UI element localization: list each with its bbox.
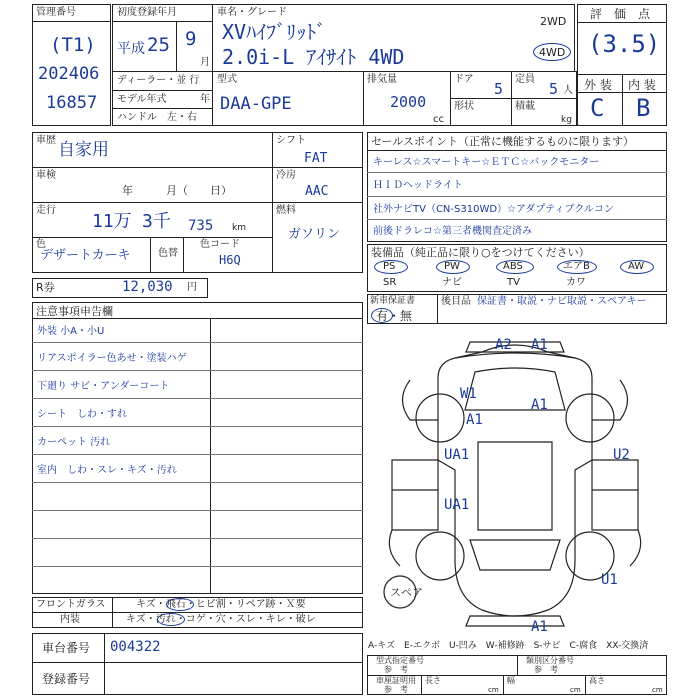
divider <box>32 454 363 455</box>
width-label: 幅 <box>507 676 515 685</box>
class-label: 類別区分番号 <box>526 656 574 665</box>
note-line-4: シート しわ・すれ <box>37 409 127 420</box>
divider <box>32 342 363 343</box>
height-unit: cm <box>652 686 663 694</box>
divider <box>437 294 438 324</box>
grade: 2.0i-L ｱｲｻｲﾄ 4WD <box>222 45 405 69</box>
mark-ua1-left: UA1 <box>444 447 470 463</box>
color-value: デザートカーキ <box>40 248 131 263</box>
note-line-6: 室内 しわ・スレ・キズ・汚れ <box>37 465 177 476</box>
mark-a1-roof: A1 <box>531 397 548 413</box>
disp-value: 2000 <box>390 93 427 111</box>
divider <box>32 398 363 399</box>
after-label: 後目品 <box>441 296 471 307</box>
door-label: ドア <box>454 74 474 85</box>
sales-line-1: キーレス☆スマートキー☆ＥＴＣ☆バックモニター <box>373 157 600 168</box>
note-line-3: 下廻り サビ・アンダーコート <box>37 381 170 392</box>
type-value: DAA-GPE <box>220 94 292 114</box>
drive-2wd: 2WD <box>540 15 567 28</box>
disp-label: 排気量 <box>367 74 397 85</box>
divider <box>176 22 177 72</box>
front-glass-label: フロントガラス <box>36 599 106 610</box>
sales-title: セールスポイント（正常に機能するものに限ります） <box>371 135 635 148</box>
mgmt-label: 管理番号 <box>36 7 76 18</box>
colorcode-label: 色コード <box>200 239 240 250</box>
equip-aw: AW <box>628 261 645 272</box>
name-label: 車名・グレード <box>217 7 287 18</box>
reg-year: 25 <box>147 34 170 56</box>
colorcode-value: H6Q <box>219 253 241 267</box>
warranty-label: 新車保証書 <box>370 296 416 306</box>
divider <box>32 482 363 483</box>
car-name: XVﾊｲﾌﾞﾘｯﾄﾞ <box>222 20 327 44</box>
shift-value: FAT <box>304 151 328 166</box>
vin-label: 車厘証明用 <box>376 676 416 685</box>
divider <box>104 662 105 695</box>
shape-label: 形状 <box>454 101 474 112</box>
note-line-2: リアスポイラー色あせ・塗装ハゲ <box>37 353 187 364</box>
reg-month: 9 <box>185 28 197 50</box>
load-label: 積載 <box>515 101 535 112</box>
mileage-sen: 3千 <box>142 211 171 232</box>
mileage-rest: 735 <box>188 218 214 234</box>
fuel-value: ガソリン <box>288 227 341 242</box>
model-year-unit: 年 <box>200 94 210 105</box>
shaken-format: 年 月（ 日） <box>122 184 232 197</box>
color-label: 色 <box>36 239 46 250</box>
divider <box>183 237 184 273</box>
r-ticket-box <box>32 278 208 298</box>
divider <box>32 538 363 539</box>
divider <box>32 370 363 371</box>
mark-a1-top: A1 <box>531 337 548 353</box>
type-label: 型式 <box>217 74 237 85</box>
divider <box>367 150 667 151</box>
ext-grade: C <box>590 94 605 122</box>
r-ticket-label: R券 <box>36 281 55 294</box>
mark-w1: W1 <box>460 386 477 402</box>
equip-pw: PW <box>444 261 460 272</box>
history-value: 自家用 <box>58 140 109 160</box>
interior-options: キズ・汚れ・コゲ・穴・スレ・キレ・破レ <box>126 614 316 625</box>
divider <box>32 612 363 613</box>
divider <box>32 426 363 427</box>
divider <box>367 172 667 173</box>
handle-label: ハンドル 左・右 <box>117 112 197 123</box>
capacity-value: 5 <box>549 80 559 98</box>
shift-label: シフト <box>276 135 306 146</box>
height-label: 高さ <box>589 676 605 685</box>
mgmt-t: (T1) <box>50 34 96 56</box>
disp-unit: cc <box>433 114 444 125</box>
width-unit: cm <box>570 686 581 694</box>
divider <box>112 108 213 109</box>
mark-u1: U1 <box>601 572 618 588</box>
ac-label: 冷房 <box>276 170 296 181</box>
mark-u2: U2 <box>613 447 630 463</box>
divider <box>112 21 213 22</box>
history-label: 車歴 <box>36 135 56 146</box>
ac-value: AAC <box>305 184 329 199</box>
mgmt-no2: 16857 <box>46 93 98 113</box>
note-line-1: 外装 小A・小U <box>37 326 105 337</box>
mgmt-no1: 202406 <box>38 64 100 84</box>
divider <box>32 21 111 22</box>
divider <box>32 510 363 511</box>
sales-line-4: 前後ドラレコ☆第三者機関査定済み <box>373 226 532 237</box>
ext-label: 外 装 <box>584 78 612 92</box>
spare-label: スペア <box>390 586 423 599</box>
r-ticket-unit: 円 <box>187 282 197 293</box>
dealer-label: ディーラー・並 行 <box>117 75 200 86</box>
reg-label: 初度登録年月 <box>117 7 177 18</box>
load-unit: kg <box>561 115 572 125</box>
equip-ps: PS <box>383 261 396 272</box>
equipment-title: 装備品（純正品に限り○をつけてください） <box>371 246 590 259</box>
equip-sr: SR <box>383 277 397 288</box>
recolor-label: 色替 <box>158 248 178 259</box>
int-grade: B <box>636 94 651 122</box>
notes-box <box>32 302 363 594</box>
chassis-value: 004322 <box>110 639 161 655</box>
divider <box>104 633 105 663</box>
equip-navi: ナビ <box>442 277 462 288</box>
note-line-5: カーペット 汚れ <box>37 437 111 448</box>
divider <box>367 219 667 220</box>
equip-airb: エアB <box>563 261 590 272</box>
reg-month-unit: 月 <box>200 57 210 68</box>
model-year-label: モデル年式 <box>117 94 167 105</box>
mark-ua1-lower: UA1 <box>444 497 470 513</box>
divider <box>577 22 667 23</box>
equip-leather: カワ <box>566 277 586 288</box>
length-unit: cm <box>488 686 499 694</box>
after-value: 保証書・取説・ナビ取説・スペアキー <box>477 296 647 307</box>
vin-sub: 参 考 <box>384 685 408 694</box>
reg-era: 平成 <box>117 41 145 57</box>
divider <box>585 675 586 695</box>
reg-no-label: 登録番号 <box>42 672 91 686</box>
divider <box>210 318 211 594</box>
fuel-label: 燃料 <box>276 205 296 216</box>
mark-a1-left: A1 <box>466 412 483 428</box>
type-cert-sub: 参 考 <box>384 665 408 674</box>
divider <box>517 655 518 675</box>
divider <box>367 196 667 197</box>
divider <box>32 566 363 567</box>
eval-score: (3.5) <box>588 30 661 58</box>
shaken-label: 車検 <box>36 170 56 181</box>
type-cert-label: 型式指定番号 <box>376 656 424 665</box>
damage-legend: A-キズ E-エクボ U-凹み W-補修跡 S-サビ C-腐食 XX-交換済 <box>368 641 649 651</box>
drive-4wd: 4WD <box>539 46 566 59</box>
eval-label: 評 価 点 <box>590 7 651 21</box>
divider <box>112 597 113 628</box>
door-value: 5 <box>494 80 504 98</box>
front-glass-options: キズ・飛石・ヒビ割・リペア跡・Ｘ要 <box>136 599 306 610</box>
mark-a1-bottom: A1 <box>531 619 548 635</box>
sales-line-3: 社外ナビTV（CN-S310WD）☆アダプティブクルコン <box>373 204 614 215</box>
mileage-label: 走行 <box>36 205 56 216</box>
chassis-label: 車台番号 <box>42 641 91 655</box>
divider <box>622 74 623 126</box>
sales-line-2: ＨＩＤヘッドライト <box>373 180 463 191</box>
mileage-man: 11万 <box>92 211 132 232</box>
divider <box>150 237 151 273</box>
warranty-options: 有・無 <box>376 309 413 323</box>
length-label: 長さ <box>425 676 441 685</box>
capacity-unit: 人 <box>563 85 573 96</box>
int-label: 内 装 <box>628 78 656 92</box>
class-sub: 参 考 <box>534 665 558 674</box>
equip-tv: TV <box>507 277 520 288</box>
mileage-unit: km <box>232 223 246 233</box>
divider <box>503 675 504 695</box>
divider <box>421 675 422 695</box>
notes-title: 注意事項申告欄 <box>36 305 113 318</box>
r-ticket-value: 12,030 <box>122 279 173 295</box>
divider <box>112 90 213 91</box>
divider <box>32 318 363 319</box>
capacity-label: 定員 <box>515 74 535 85</box>
mark-a2-top: A2 <box>495 337 512 353</box>
equip-abs: ABS <box>503 261 523 272</box>
interior-label: 内装 <box>60 614 80 625</box>
